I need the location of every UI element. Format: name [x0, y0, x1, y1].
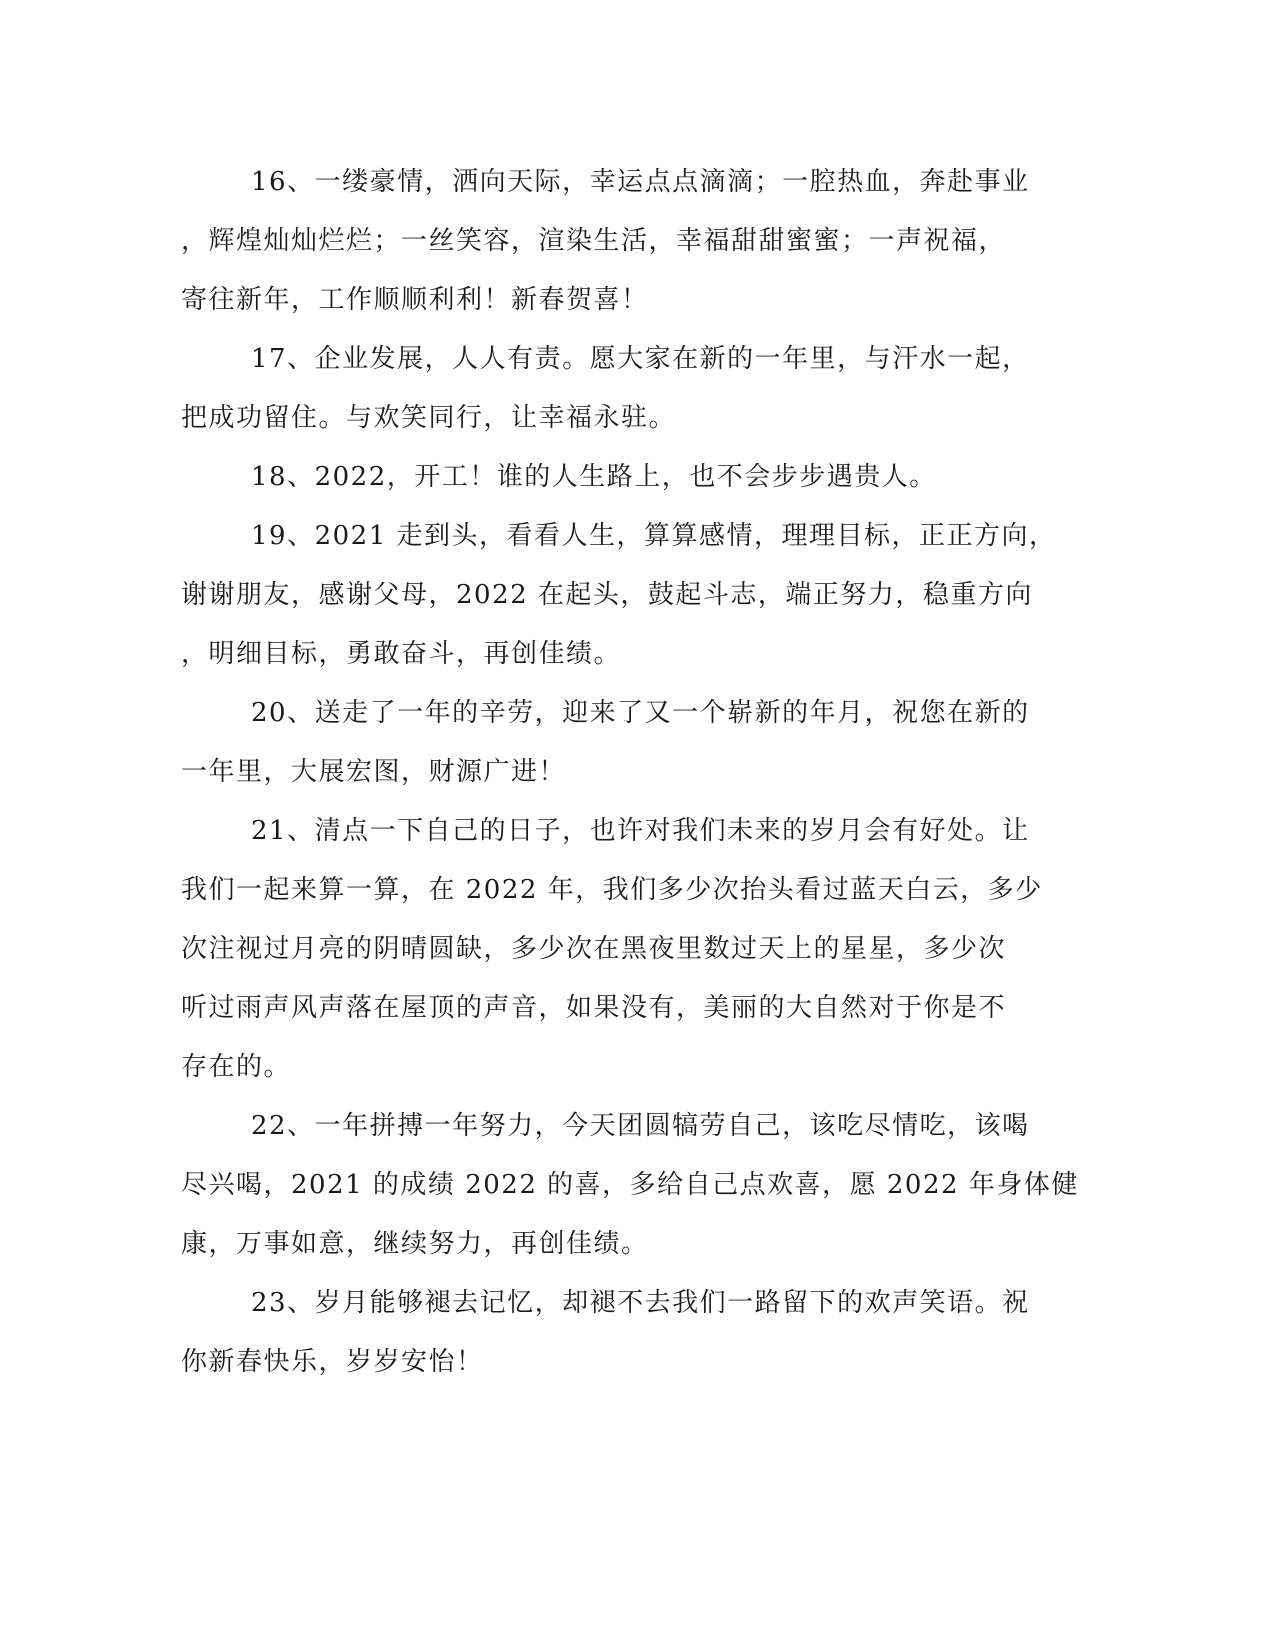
paragraph-22: [181, 1097, 1079, 1274]
paragraph-20: [181, 684, 1031, 802]
paragraph-line: 17、企业发展，人人有责。愿大家在新的一年里，与汗水一起，: [251, 344, 1030, 374]
paragraph-line: 尽兴喝，2021 的成绩 2022 的喜，多给自己点欢喜，愿 2022 年身体健: [181, 1170, 1079, 1200]
paragraph-19: [181, 507, 1057, 684]
paragraph-line: 21、清点一下自己的日子，也许对我们未来的岁月会有好处。让: [251, 816, 1030, 846]
paragraph-18: [181, 448, 1031, 507]
paragraph-17: [181, 330, 1031, 448]
paragraph-line: 谢谢朋友，感谢父母，2022 在起头，鼓起斗志，端正努力，稳重方向: [181, 580, 1033, 610]
paragraph-line: 18、2022，开工！谁的人生路上，也不会步步遇贵人。: [251, 462, 937, 492]
paragraph-21: [181, 802, 1043, 1097]
document-body: [181, 153, 1079, 1392]
paragraph-16: [181, 153, 1031, 330]
paragraph-line: 康，万事如意，继续努力，再创佳绩。: [181, 1229, 649, 1259]
paragraph-line: 23、岁月能够褪去记忆，却褪不去我们一路留下的欢声笑语。祝: [251, 1288, 1030, 1318]
paragraph-line: 16、一缕豪情，洒向天际，幸运点点滴滴；一腔热血，奔赴事业: [251, 167, 1030, 197]
paragraph-23: [181, 1274, 1031, 1392]
paragraph-line: ，辉煌灿灿烂烂；一丝笑容，渲染生活，幸福甜甜蜜蜜；一声祝福，: [181, 226, 1007, 256]
paragraph-line: 次注视过月亮的阴晴圆缺，多少次在黑夜里数过天上的星星，多少次: [181, 934, 1007, 964]
paragraph-line: 一年里，大展宏图，财源广进！: [181, 757, 567, 787]
paragraph-line: 22、一年拼搏一年努力，今天团圆犒劳自己，该吃尽情吃，该喝: [251, 1111, 1030, 1141]
paragraph-line: 你新春快乐，岁岁安怡！: [181, 1347, 484, 1377]
paragraph-line: 我们一起来算一算，在 2022 年，我们多少次抬头看过蓝天白云，多少: [181, 875, 1043, 905]
paragraph-line: 19、2021 走到头，看看人生，算算感情，理理目标，正正方向，: [251, 521, 1057, 551]
paragraph-line: 存在的。: [181, 1052, 292, 1082]
paragraph-line: 把成功留住。与欢笑同行，让幸福永驻。: [181, 403, 677, 433]
paragraph-line: ，明细目标，勇敢奋斗，再创佳绩。: [181, 639, 622, 669]
paragraph-line: 寄往新年，工作顺顺利利！新春贺喜！: [181, 285, 649, 315]
paragraph-line: 听过雨声风声落在屋顶的声音，如果没有，美丽的大自然对于你是不: [181, 993, 1007, 1023]
paragraph-line: 20、送走了一年的辛劳，迎来了又一个崭新的年月，祝您在新的: [251, 698, 1030, 728]
